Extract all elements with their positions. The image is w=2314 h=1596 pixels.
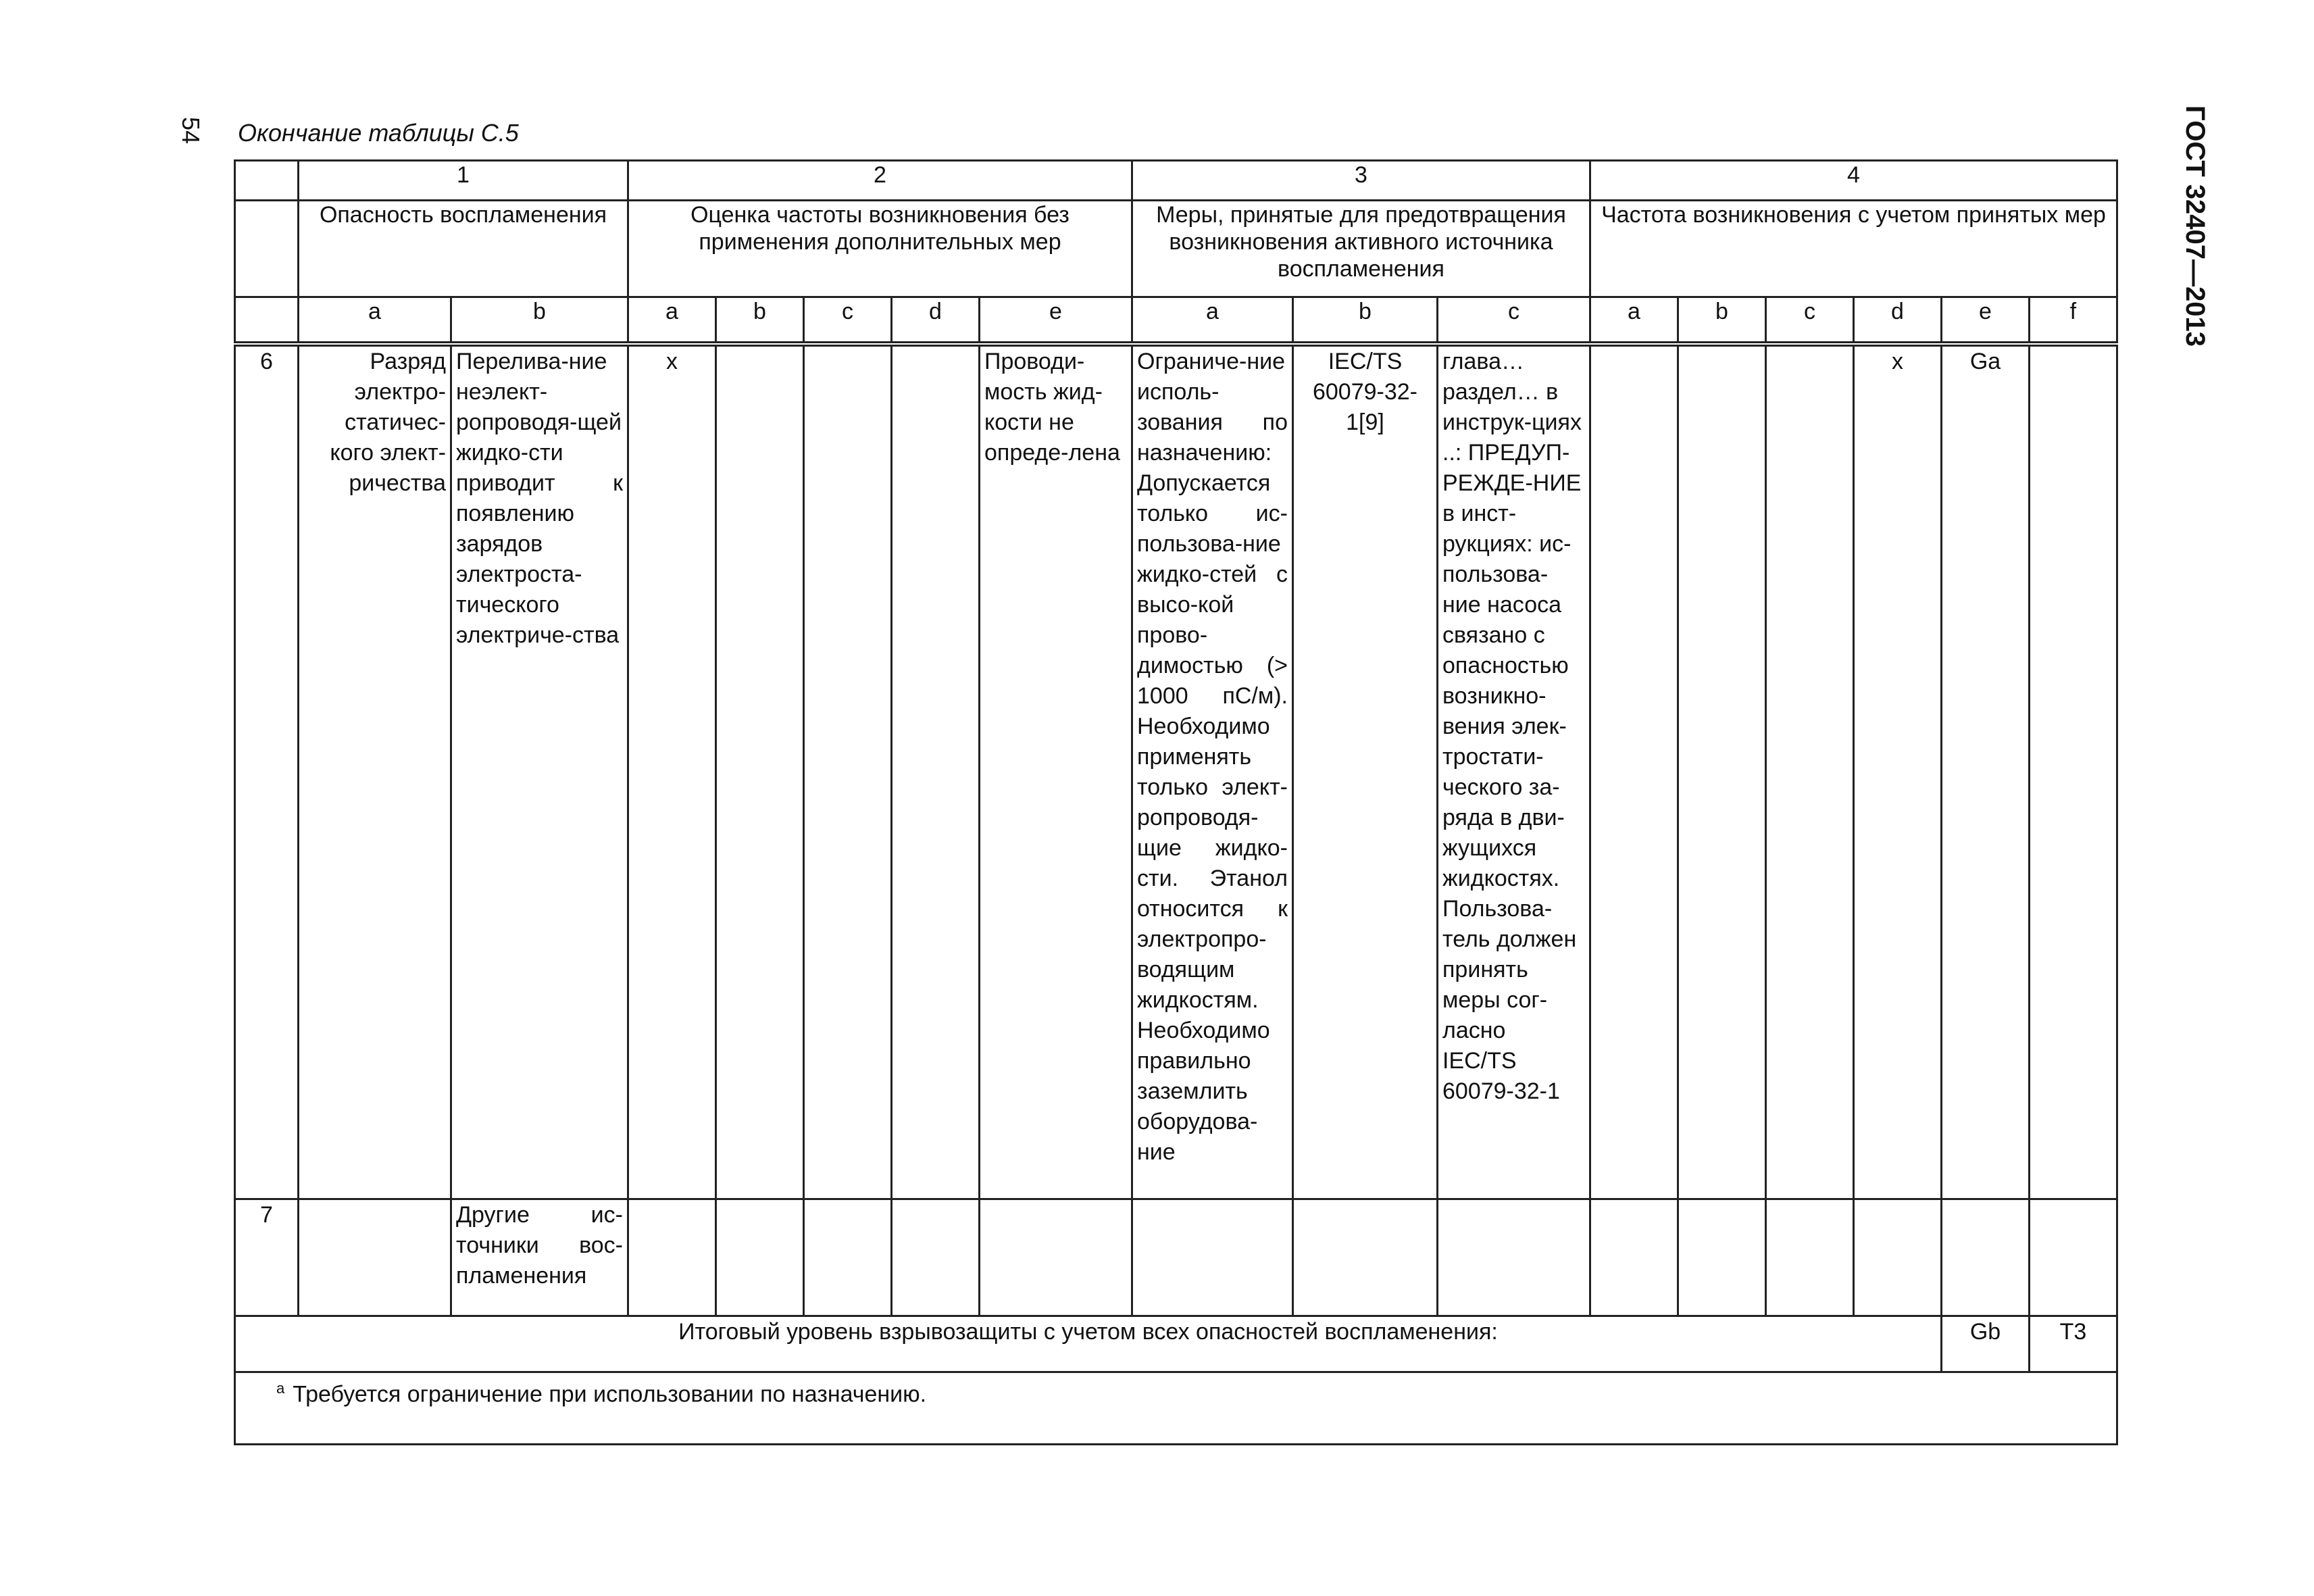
empty-cell bbox=[1766, 1199, 1854, 1316]
summary-label: Итоговый уровень взрывозащиты с учетом всех опасностей воспламенения: bbox=[235, 1316, 1942, 1372]
result-b-cell bbox=[1678, 344, 1766, 1199]
group-number-3: 3 bbox=[1132, 161, 1590, 201]
sub-letter-row bbox=[235, 297, 2117, 345]
group-number-row bbox=[235, 161, 2117, 201]
summary-epl: Gb bbox=[1942, 1316, 2030, 1372]
sub-letter: f bbox=[2030, 297, 2117, 345]
empty-cell bbox=[1590, 1199, 1678, 1316]
empty-cell bbox=[2030, 1199, 2117, 1316]
group-title-3: Меры, принятые для предотвращения возникновения активного источника воспламенения bbox=[1132, 201, 1590, 297]
frequency-c-cell bbox=[804, 344, 892, 1199]
sub-letter: d bbox=[892, 297, 980, 345]
result-e-cell: Ga bbox=[1942, 344, 2030, 1199]
hazard-type-cell bbox=[299, 1199, 451, 1316]
group-title-row bbox=[235, 201, 2117, 297]
empty-cell bbox=[1942, 1199, 2030, 1316]
sub-letter: b bbox=[1293, 297, 1438, 345]
empty-cell bbox=[1678, 1199, 1766, 1316]
summary-temperature-class: T3 bbox=[2030, 1316, 2117, 1372]
group-title-1: Опасность воспламенения bbox=[299, 201, 628, 297]
main-table bbox=[234, 159, 2118, 1445]
result-a-cell bbox=[1590, 344, 1678, 1199]
hazard-type-cell: Разряд электро-статичес-кого элект-ричества bbox=[299, 344, 451, 1199]
empty-cell bbox=[892, 1199, 980, 1316]
hazard-cause-cell: Другие ис-точники вос-пламенения bbox=[451, 1199, 628, 1316]
hazard-cause-cell: Перелива-ние неэлект-ропроводя-щей жидко-сти приводит к появлению зарядов электроста-тического электриче-ства bbox=[451, 344, 628, 1199]
group-title-4: Частота возникновения с учетом принятых мер bbox=[1590, 201, 2117, 297]
result-f-cell bbox=[2030, 344, 2117, 1199]
row-number: 7 bbox=[235, 1199, 299, 1316]
table-row bbox=[235, 344, 2117, 1199]
blank-corner bbox=[235, 161, 299, 201]
result-d-cell: x bbox=[1854, 344, 1942, 1199]
empty-cell bbox=[1132, 1199, 1293, 1316]
empty-cell bbox=[980, 1199, 1132, 1316]
sub-letter: b bbox=[1678, 297, 1766, 345]
page-number: 54 bbox=[177, 116, 205, 145]
frequency-e-cell: Проводи-мость жид-кости не опреде-лена bbox=[980, 344, 1132, 1199]
frequency-b-cell bbox=[716, 344, 804, 1199]
sub-letter: c bbox=[1766, 297, 1854, 345]
group-title-2: Оценка частоты возникновения без применения дополнительных мер bbox=[628, 201, 1132, 297]
result-c-cell bbox=[1766, 344, 1854, 1199]
summary-row bbox=[235, 1316, 2117, 1372]
sub-letter: c bbox=[1438, 297, 1590, 345]
measure-description-cell: Ограниче-ние исполь-зования по назначению: Допускается только ис-пользова-ние жидко-стей с высо-кой прово-димостью (> 1000 пС/м). Необходимо применять только элект-ропроводя-щие жидко-сти. Этанол относится к электропро-водящим жидкостям. Необходимо правильно заземлить оборудова-ние bbox=[1132, 344, 1293, 1199]
sub-letter: a bbox=[1590, 297, 1678, 345]
sub-letter: a bbox=[1132, 297, 1293, 345]
empty-cell bbox=[628, 1199, 716, 1316]
measure-reference-cell: глава… раздел… в инструк-циях ..: ПРЕДУП-РЕЖДЕ-НИЕ в инст-рукциях: ис-пользова-ние насоса связано с опасностью возникно-вения элек-тростати-ческого за-ряда в дви-жущихся жидкостях. Пользова-тель должен принять меры сог-ласно IEC/TS 60079-32-1 bbox=[1438, 344, 1590, 1199]
frequency-d-cell bbox=[892, 344, 980, 1199]
blank-cell bbox=[235, 201, 299, 297]
empty-cell bbox=[1438, 1199, 1590, 1316]
measure-standard-cell: IEC/TS 60079-32-1[9] bbox=[1293, 344, 1438, 1199]
blank-cell bbox=[235, 297, 299, 345]
group-number-2: 2 bbox=[628, 161, 1132, 201]
sub-letter: e bbox=[1942, 297, 2030, 345]
footnote-text: Требуется ограничение при использовании по назначению. bbox=[293, 1381, 927, 1407]
document-code: ГОСТ 32407—2013 bbox=[2180, 105, 2210, 347]
footnote-mark: a bbox=[276, 1380, 285, 1397]
group-number-4: 4 bbox=[1590, 161, 2117, 201]
sub-letter: a bbox=[628, 297, 716, 345]
sub-letter: d bbox=[1854, 297, 1942, 345]
sub-letter: b bbox=[716, 297, 804, 345]
sub-letter: a bbox=[299, 297, 451, 345]
empty-cell bbox=[1854, 1199, 1942, 1316]
group-number-1: 1 bbox=[299, 161, 628, 201]
footnote-row bbox=[235, 1372, 2117, 1445]
footnote bbox=[235, 1372, 2117, 1445]
sub-letter: c bbox=[804, 297, 892, 345]
sub-letter: b bbox=[451, 297, 628, 345]
sub-letter: e bbox=[980, 297, 1132, 345]
empty-cell bbox=[804, 1199, 892, 1316]
empty-cell bbox=[1293, 1199, 1438, 1316]
table-caption: Окончание таблицы С.5 bbox=[238, 119, 519, 147]
table-row bbox=[235, 1199, 2117, 1316]
empty-cell bbox=[716, 1199, 804, 1316]
frequency-a-cell: x bbox=[628, 344, 716, 1199]
row-number: 6 bbox=[235, 344, 299, 1199]
